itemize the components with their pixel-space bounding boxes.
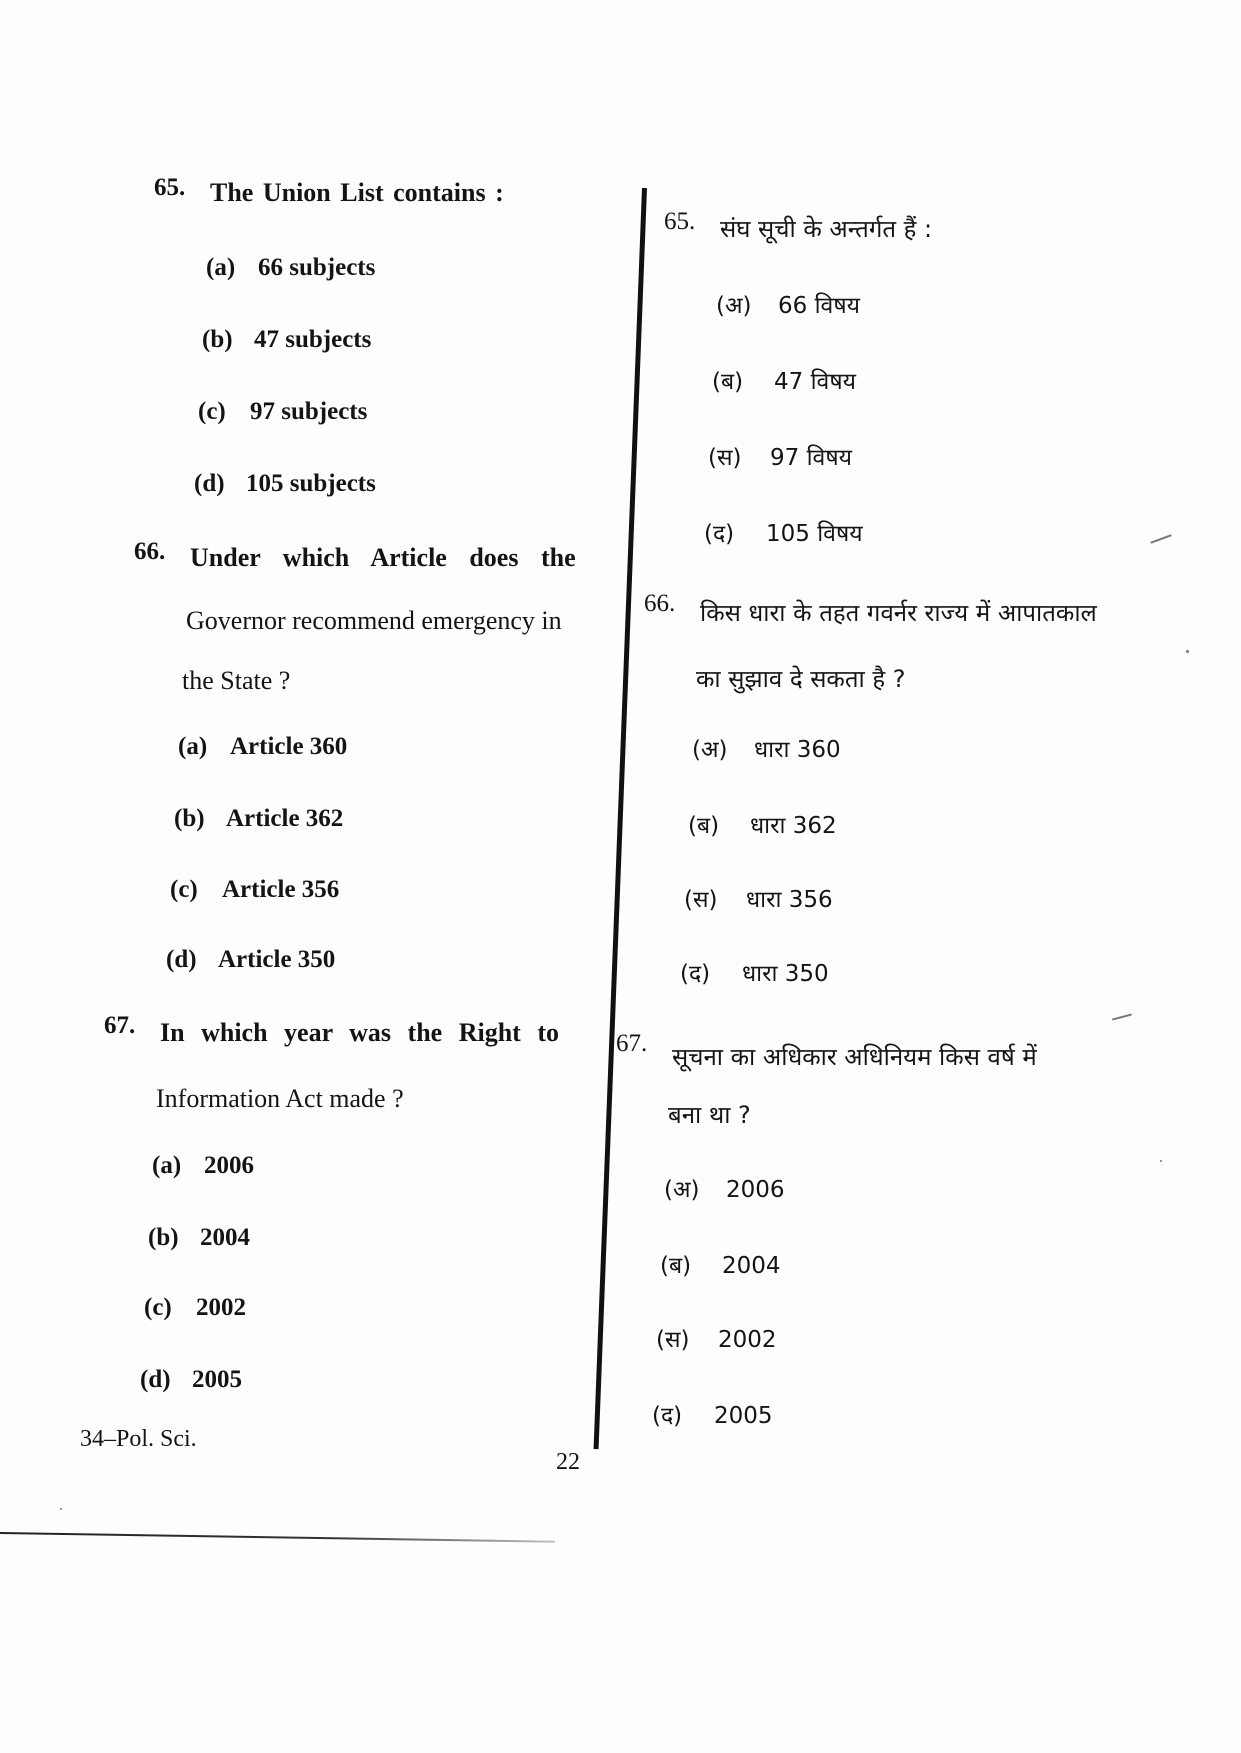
option-c — [708, 440, 852, 472]
option-a — [178, 733, 347, 761]
question-number: 66. — [134, 538, 166, 565]
option-text: 2002 — [196, 1294, 246, 1321]
option-text: 47 subjects — [254, 326, 372, 353]
option-a — [206, 254, 375, 282]
option-d — [194, 470, 376, 498]
option-text: 2004 — [200, 1224, 250, 1251]
option-a — [716, 288, 860, 320]
option-label: (b) — [148, 1224, 179, 1251]
question-text: The Union List contains : — [210, 178, 504, 207]
option-label: (द) — [652, 1403, 683, 1429]
scan-mark — [1186, 650, 1189, 653]
option-c — [656, 1322, 777, 1354]
option-text: 2002 — [718, 1327, 777, 1353]
option-c — [198, 398, 367, 426]
option-b — [174, 805, 343, 833]
question-text-line-2: Information Act made ? — [156, 1084, 404, 1113]
question-number: 65. — [664, 208, 696, 235]
option-label: (स) — [684, 887, 718, 913]
option-text: 66 विषय — [778, 293, 860, 319]
option-text: 97 subjects — [250, 398, 368, 425]
option-text: Article 362 — [226, 805, 344, 832]
option-text: Article 350 — [218, 946, 336, 973]
option-b — [688, 808, 837, 840]
option-text: 2006 — [204, 1152, 254, 1179]
option-text: 2005 — [714, 1403, 773, 1429]
option-text: 47 विषय — [774, 369, 856, 395]
option-text: 2004 — [722, 1253, 781, 1279]
option-label: (द) — [680, 961, 711, 987]
option-text: धारा 356 — [746, 887, 833, 913]
option-label: (अ) — [692, 737, 728, 763]
option-label: (द) — [704, 521, 735, 547]
option-text: 66 subjects — [258, 254, 376, 281]
question-text-line-2: बना था ? — [668, 1101, 751, 1129]
option-text: धारा 362 — [750, 813, 837, 839]
question-number: 65. — [154, 174, 186, 201]
option-label: (d) — [140, 1366, 171, 1393]
option-label: (अ) — [664, 1177, 700, 1203]
hindi-column — [616, 0, 1240, 1500]
option-text: 105 विषय — [766, 521, 863, 547]
option-a — [664, 1172, 785, 1204]
option-label: (d) — [194, 470, 225, 497]
scan-mark — [60, 1508, 62, 1510]
option-b — [660, 1248, 781, 1280]
option-c — [170, 876, 339, 904]
option-label: (a) — [206, 254, 236, 281]
question-number: 67. — [104, 1012, 136, 1039]
option-a — [692, 732, 841, 764]
option-label: (अ) — [716, 293, 752, 319]
english-column — [0, 0, 640, 1500]
option-text: Article 360 — [230, 733, 348, 760]
option-label: (ब) — [712, 369, 744, 395]
option-label: (स) — [656, 1327, 690, 1353]
option-label: (b) — [174, 805, 205, 832]
question-number: 66. — [644, 590, 676, 617]
question-text-line-1: सूचना का अधिकार अधिनियम किस वर्ष में — [672, 1043, 1037, 1071]
option-text: 97 विषय — [770, 445, 852, 471]
option-label: (c) — [144, 1294, 172, 1321]
option-text: 105 subjects — [246, 470, 376, 497]
option-b — [148, 1224, 250, 1252]
scan-mark — [1160, 1160, 1162, 1162]
option-d — [166, 946, 335, 974]
option-label: (ब) — [660, 1253, 692, 1279]
option-text: धारा 350 — [742, 961, 829, 987]
question-text-line-2: Governor recommend emergency in — [186, 606, 562, 635]
option-d — [652, 1398, 773, 1430]
option-label: (d) — [166, 946, 197, 973]
option-b — [712, 364, 856, 396]
option-text: 2006 — [726, 1177, 785, 1203]
option-label: (c) — [198, 398, 226, 425]
option-d — [704, 516, 863, 548]
option-d — [680, 956, 829, 988]
question-text-line-1: किस धारा के तहत गवर्नर राज्य में आपातकाल — [700, 599, 1097, 627]
page-number: 22 — [556, 1449, 580, 1475]
option-c — [144, 1294, 246, 1322]
option-text: Article 356 — [222, 876, 340, 903]
option-text: धारा 360 — [754, 737, 841, 763]
option-label: (a) — [152, 1152, 182, 1179]
question-number: 67. — [616, 1030, 648, 1057]
paper-code: 34–Pol. Sci. — [80, 1426, 197, 1452]
option-a — [152, 1152, 254, 1180]
option-label: (b) — [202, 326, 233, 353]
option-label: (c) — [170, 876, 198, 903]
option-d — [140, 1366, 242, 1394]
question-text-line-1: In which year was the Right to — [160, 1018, 559, 1047]
option-text: 2005 — [192, 1366, 242, 1393]
option-c — [684, 882, 833, 914]
bottom-rule — [0, 1532, 555, 1543]
question-text: संघ सूची के अन्तर्गत हैं : — [720, 215, 933, 243]
option-label: (a) — [178, 733, 208, 760]
question-text-line-3: the State ? — [182, 666, 291, 695]
question-text-line-1: Under which Article does the — [190, 543, 576, 572]
option-label: (स) — [708, 445, 742, 471]
question-text-line-2: का सुझाव दे सकता है ? — [696, 665, 906, 693]
option-label: (ब) — [688, 813, 720, 839]
option-b — [202, 326, 371, 354]
